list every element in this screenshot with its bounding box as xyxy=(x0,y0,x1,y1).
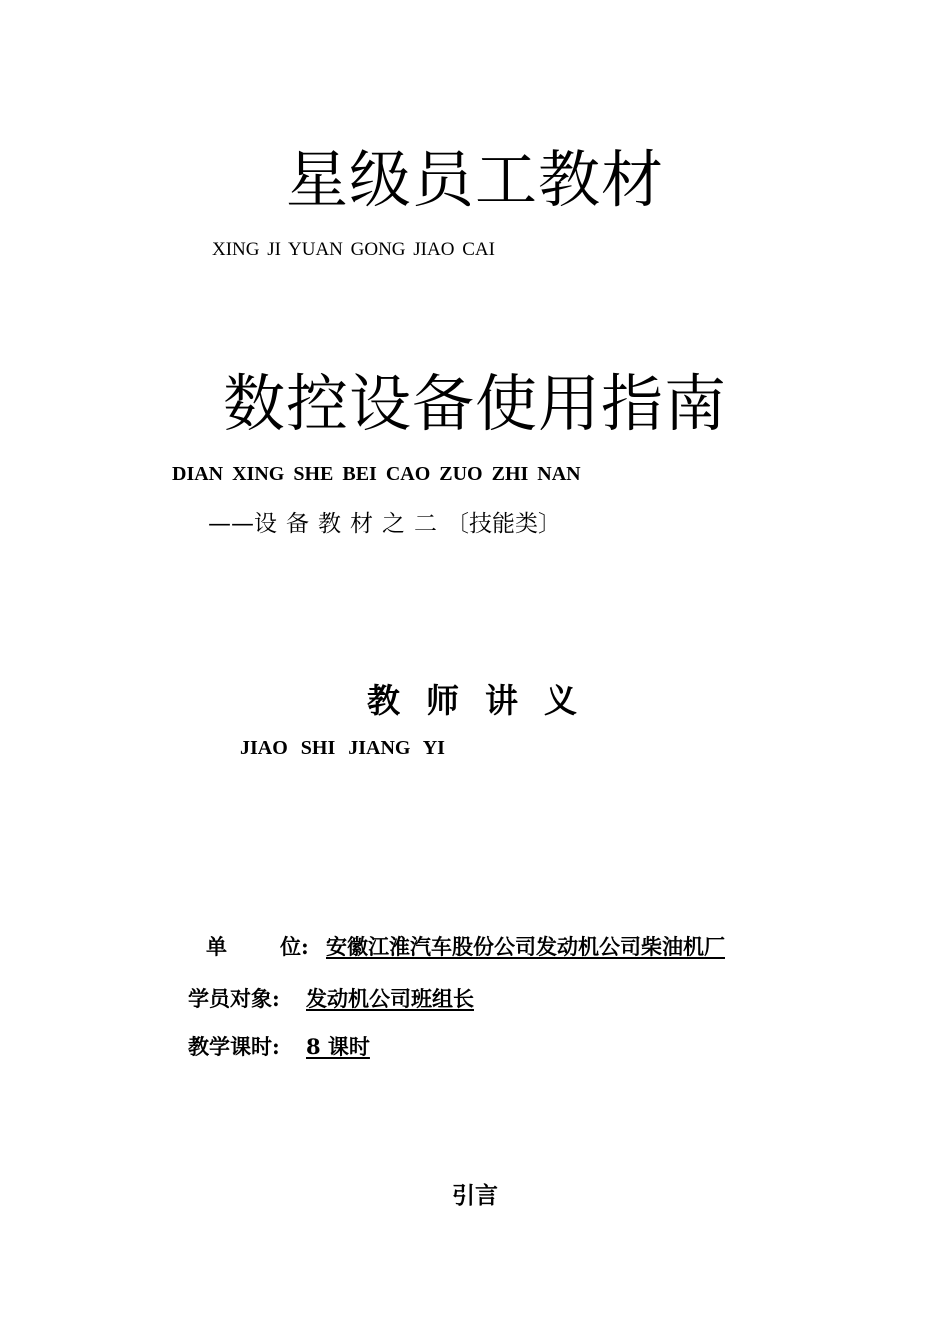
doc-type-pinyin: JIAO SHI JIANG YI xyxy=(240,737,445,759)
hours-value: 8 课时 xyxy=(306,1034,370,1059)
unit-label xyxy=(188,932,320,962)
unit-value: 安徽江淮汽车股份公司发动机公司柴油机厂 xyxy=(326,934,725,959)
audience-row xyxy=(188,984,474,1014)
foreword-heading: 引言 xyxy=(452,1183,498,1209)
unit-row xyxy=(188,932,725,962)
series-category: 〔技能类〕 xyxy=(446,511,561,537)
sub-title: 数控设备使用指南 xyxy=(222,367,727,440)
sub-title-pinyin: DIAN XING SHE BEI CAO ZUO ZHI NAN xyxy=(172,463,581,485)
hours-row xyxy=(188,1032,370,1062)
audience-value: 发动机公司班组长 xyxy=(306,986,474,1011)
unit-label-a: 单 xyxy=(206,934,227,959)
series-text: 设备教材之二 xyxy=(254,511,446,537)
main-title: 星级员工教材 xyxy=(285,143,664,216)
series-line xyxy=(208,508,561,540)
doc-type-heading: 教师讲义 xyxy=(367,681,603,720)
hours-label: 教学课时: xyxy=(188,1034,280,1059)
main-title-pinyin: XING JI YUAN GONG JIAO CAI xyxy=(212,239,495,260)
audience-label: 学员对象: xyxy=(188,986,280,1011)
unit-label-b: 位: xyxy=(280,934,309,959)
series-prefix: —— xyxy=(208,511,254,537)
